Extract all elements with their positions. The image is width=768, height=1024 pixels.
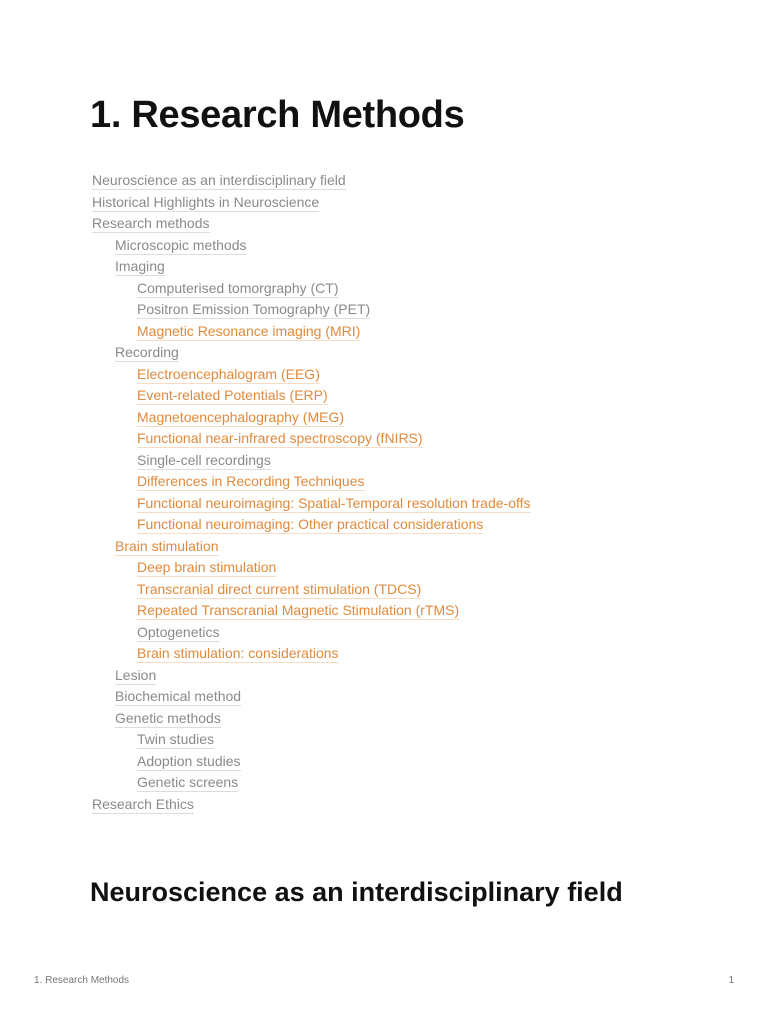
page-number: 1 [728, 975, 734, 986]
toc-link[interactable]: Adoption studies [137, 752, 241, 769]
toc-link[interactable]: Functional neuroimaging: Other practical considerations [137, 516, 484, 532]
toc-link[interactable]: Research methods [92, 215, 210, 231]
toc-item [92, 643, 531, 665]
toc-item [92, 407, 531, 429]
toc-item [92, 751, 531, 773]
toc-link[interactable]: Event-related Potentials (ERP) [137, 387, 328, 403]
toc-item [92, 493, 531, 515]
toc-item [92, 278, 531, 300]
toc-link[interactable]: Deep brain stimulation [137, 559, 277, 575]
toc-item [92, 686, 531, 708]
toc-link[interactable]: Differences in Recording Techniques [137, 473, 365, 489]
toc-link[interactable]: Computerised tomorgraphy (CT) [137, 279, 339, 296]
toc-link[interactable]: Recording [115, 344, 179, 360]
toc-link[interactable]: Research Ethics [92, 795, 194, 812]
toc-item [92, 213, 531, 235]
toc-item [92, 708, 531, 730]
toc-item [92, 321, 531, 343]
toc-item [92, 299, 531, 321]
toc-link[interactable]: Positron Emission Tomography (PET) [137, 301, 371, 317]
toc-item [92, 170, 531, 192]
toc-item [92, 772, 531, 794]
toc-link[interactable]: Microscopic methods [115, 236, 247, 253]
table-of-contents [92, 170, 531, 815]
toc-item [92, 557, 531, 579]
toc-link[interactable]: Biochemical method [115, 688, 242, 704]
toc-item [92, 342, 531, 364]
section-heading: Neuroscience as an interdisciplinary field [90, 877, 623, 907]
toc-link[interactable]: Single-cell recordings [137, 451, 271, 468]
toc-item [92, 665, 531, 687]
toc-item [92, 794, 531, 816]
toc-link[interactable]: Magnetoencephalography (MEG) [137, 408, 345, 425]
toc-link[interactable]: Repeated Transcranial Magnetic Stimulation (rTMS) [137, 602, 460, 618]
toc-link[interactable]: Twin studies [137, 731, 215, 747]
toc-item [92, 471, 531, 493]
toc-item [92, 192, 531, 214]
toc-link[interactable]: Electroencephalogram (EEG) [137, 365, 320, 382]
toc-item [92, 600, 531, 622]
toc-item [92, 385, 531, 407]
toc-item [92, 428, 531, 450]
footer-title: 1. Research Methods [34, 975, 130, 986]
toc-link[interactable]: Neuroscience as an interdisciplinary field [92, 172, 346, 188]
toc-link[interactable]: Imaging [115, 258, 165, 274]
toc-link[interactable]: Brain stimulation [115, 537, 219, 554]
toc-link[interactable]: Magnetic Resonance imaging (MRI) [137, 322, 361, 339]
toc-item [92, 235, 531, 257]
toc-link[interactable]: Functional neuroimaging: Spatial-Temporal resolution trade-offs [137, 494, 531, 511]
toc-link[interactable]: Historical Highlights in Neuroscience [92, 193, 320, 210]
toc-item [92, 256, 531, 278]
toc-item [92, 729, 531, 751]
toc-item [92, 514, 531, 536]
toc-item [92, 622, 531, 644]
toc-item [92, 364, 531, 386]
toc-link[interactable]: Transcranial direct current stimulation (TDCS) [137, 580, 422, 597]
toc-link[interactable]: Lesion [115, 666, 157, 683]
toc-link[interactable]: Genetic screens [137, 774, 239, 790]
toc-item [92, 536, 531, 558]
toc-item [92, 579, 531, 601]
toc-link[interactable]: Brain stimulation: considerations [137, 645, 339, 661]
page-title: 1. Research Methods [90, 94, 465, 136]
toc-item [92, 450, 531, 472]
toc-link[interactable]: Optogenetics [137, 623, 220, 640]
toc-link[interactable]: Genetic methods [115, 709, 221, 726]
toc-link[interactable]: Functional near-infrared spectroscopy (fNIRS) [137, 430, 423, 446]
